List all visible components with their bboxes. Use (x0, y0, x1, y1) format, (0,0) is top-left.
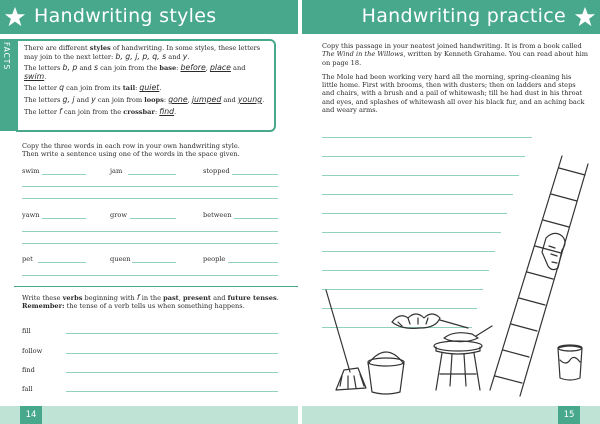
text: and (74, 95, 92, 104)
answer-line[interactable] (234, 218, 278, 219)
passage-instruction (322, 42, 588, 67)
facts-tab (0, 39, 16, 131)
text: . (187, 52, 190, 61)
text: . (159, 84, 162, 93)
text: . (276, 294, 279, 302)
text: : (135, 84, 140, 93)
verbs-line (22, 294, 292, 302)
text: The letters (24, 95, 63, 104)
page-title-right: Handwriting practice (361, 5, 566, 27)
text: There are different (24, 44, 90, 52)
answer-line[interactable] (132, 262, 176, 263)
word-swim: swim (22, 167, 40, 175)
example-word: find (159, 106, 175, 116)
verb-find: find (22, 366, 35, 374)
left-header (0, 0, 298, 34)
answer-line[interactable] (38, 262, 86, 263)
answer-line[interactable] (66, 372, 278, 373)
text-bold: tail (122, 84, 136, 93)
text-bold: verbs (62, 294, 83, 302)
answer-line[interactable] (130, 218, 176, 219)
example-word: jumped (191, 94, 222, 104)
text: , (187, 95, 192, 104)
text: beginning with (82, 294, 137, 302)
handwriting-letter: q (59, 83, 65, 93)
verb-follow: follow (22, 347, 43, 355)
copy-instructions (22, 142, 292, 159)
text: and (210, 294, 228, 302)
word-yawn: yawn (22, 211, 40, 219)
text: . (44, 72, 47, 81)
text: Write these (22, 294, 63, 302)
word-queen: queen (110, 255, 131, 263)
text: and (230, 64, 246, 73)
text: : (154, 107, 160, 116)
example-word: before (180, 63, 206, 73)
handwriting-letter: f (59, 106, 62, 116)
ladder-rail (490, 156, 562, 390)
facts-tab-label: FACTS (2, 42, 11, 71)
facts-loops (24, 96, 268, 105)
instruction-line: Copy the three words in each row in your own handwriting style. (22, 142, 240, 150)
cleaning-illustration (322, 150, 594, 406)
answer-line[interactable] (66, 333, 278, 334)
text: the tense of a verb tells us when something happens. (64, 302, 245, 311)
text: can join from its (64, 84, 123, 93)
example-word: gone (168, 94, 188, 104)
instruction-line: Then write a sentence using one of the words in the space given. (22, 150, 240, 159)
handwriting-letters: b, g, j, p, q, s (115, 51, 167, 61)
sentence-line[interactable] (22, 198, 278, 199)
handwriting-letters: b, p (62, 63, 78, 73)
verb-fill: fill (22, 327, 31, 335)
text: The letter (24, 107, 60, 116)
page-title-left: Handwriting styles (34, 5, 217, 27)
text: Copy this passage in your neatest joined handwriting. It is from a book called (322, 42, 582, 50)
example-word: quiet (139, 83, 160, 93)
page-number-right: 15 (558, 406, 580, 424)
facts-base (24, 64, 268, 81)
facts-intro (24, 44, 268, 61)
word-people: people (203, 255, 226, 263)
handwriting-letter: f (136, 293, 140, 302)
footer-right (302, 406, 600, 424)
handwriting-letters: g, j (62, 94, 75, 104)
text: , written by Kenneth Grahame. You can read about him on page 18. (322, 50, 588, 67)
text: , (178, 294, 183, 302)
answer-line[interactable] (232, 174, 278, 175)
remember-line (22, 302, 292, 310)
handwriting-letter: s (93, 63, 99, 73)
text: . (174, 107, 177, 116)
answer-line[interactable] (228, 262, 278, 263)
text: and (221, 95, 238, 104)
text: and (166, 52, 183, 61)
example-word: place (209, 63, 231, 73)
answer-line[interactable] (66, 353, 278, 354)
sentence-line[interactable] (22, 186, 278, 187)
ladder-rail (520, 164, 588, 396)
text: : (176, 64, 181, 73)
word-grow: grow (110, 211, 127, 219)
word-stopped: stopped (203, 167, 230, 175)
text: in the (139, 294, 164, 302)
text: The letters (24, 64, 63, 73)
practice-line[interactable] (322, 137, 532, 138)
star-icon (574, 6, 596, 28)
text: of handwriting. In some styles, these letters may join to the next letter: (24, 44, 261, 61)
answer-line[interactable] (66, 391, 278, 392)
word-between: between (203, 211, 232, 219)
text: can join from the (61, 107, 124, 116)
word-jam: jam (110, 167, 123, 175)
facts-box (16, 39, 276, 132)
text-bold: crossbar (123, 107, 155, 116)
passage-block (322, 42, 588, 120)
text-bold: base (159, 64, 177, 73)
book-title: The Wind in the Willows (322, 50, 404, 59)
text: and (77, 64, 94, 73)
answer-line[interactable] (42, 174, 86, 175)
text-bold: Remember: (22, 302, 65, 311)
handwriting-letter: y (182, 51, 188, 61)
section-divider (14, 286, 298, 287)
text: : (163, 95, 169, 104)
text-bold: present (182, 294, 211, 302)
example-word: swim (24, 71, 45, 81)
text: . (262, 95, 265, 104)
text: The letter (24, 84, 60, 93)
footer-left (0, 406, 298, 424)
facts-crossbar (24, 108, 268, 117)
text: , (205, 64, 210, 73)
text-bold: styles (89, 44, 111, 52)
facts-tail (24, 84, 268, 93)
example-word: young (237, 94, 263, 104)
text: can join from the (98, 64, 160, 73)
verb-fall: fall (22, 385, 33, 393)
text-bold: future tenses (227, 294, 277, 302)
page-number-left: 14 (20, 406, 42, 424)
sentence-line[interactable] (22, 275, 278, 276)
passage-text: The Mole had been working very hard all the morning, spring-cleaning his little home. First with brooms, then with dusters; then on ladders and steps and chairs, with a brush and a pail of whitewash; till he had dust in his throat and eyes, and splashes of whitewash all over his black fur, and an aching back and weary arms. (322, 72, 585, 115)
handwriting-letter: y (91, 94, 96, 104)
text-bold: loops (144, 95, 164, 104)
verbs-instruction (22, 294, 292, 311)
star-icon (4, 6, 26, 28)
answer-line[interactable] (42, 218, 86, 219)
answer-line[interactable] (128, 174, 176, 175)
right-header (302, 0, 600, 34)
text-bold: past (163, 294, 179, 302)
sentence-line[interactable] (22, 231, 278, 232)
sentence-line[interactable] (22, 243, 278, 244)
text: can join from (95, 95, 145, 104)
word-pet: pet (22, 255, 33, 263)
